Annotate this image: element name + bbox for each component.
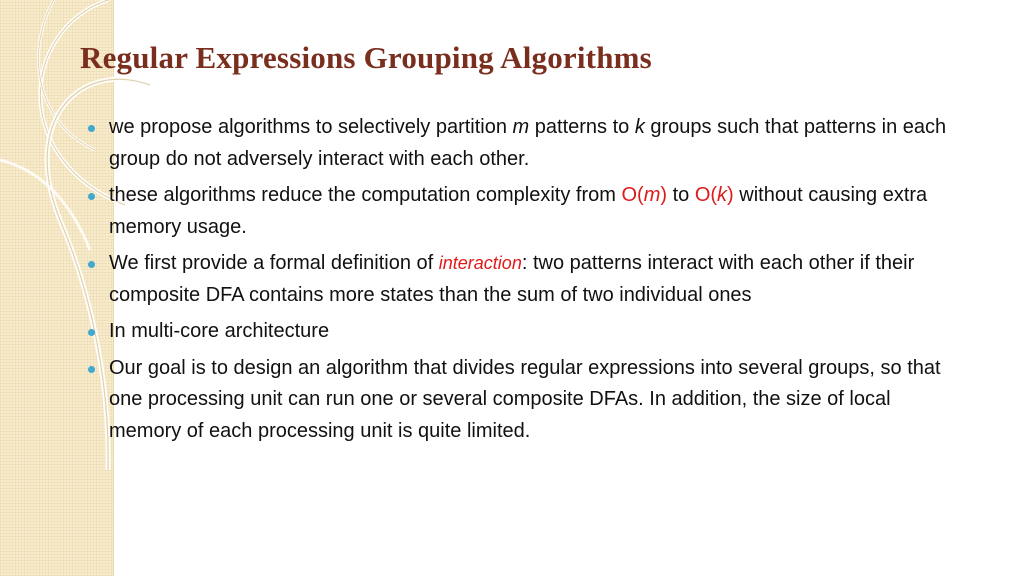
bullet-text: patterns to xyxy=(529,116,635,138)
bullet-text: we propose algorithms to selectively partition xyxy=(109,116,513,138)
complexity-om-close: ) xyxy=(660,184,668,206)
bullet-text: Our goal is to design an algorithm that divides regular expressions into several groups, so that one processing unit can run one or several composite DFAs. In addition, the size of local memory of each processing unit is quite limited. xyxy=(109,356,941,442)
bullet-dot-icon xyxy=(88,193,95,200)
complexity-om-open: O( xyxy=(621,184,644,206)
bullet-list xyxy=(88,112,968,452)
bullet-text: these algorithms reduce the computation complexity from xyxy=(109,184,622,206)
slide-title: Regular Expressions Grouping Algorithms xyxy=(80,40,652,75)
bullet-item-multicore xyxy=(88,316,968,348)
bullet-item-interaction xyxy=(88,248,968,311)
variable-m: m xyxy=(512,116,530,138)
bullet-text: without causing extra memory usage. xyxy=(109,184,928,238)
bullet-text: In multi-core architecture xyxy=(109,320,330,342)
bullet-dot-icon xyxy=(88,329,95,336)
complexity-ok-open: O( xyxy=(694,184,718,206)
complexity-ok-var: k xyxy=(717,184,728,206)
complexity-om xyxy=(621,184,667,206)
bullet-item-goal xyxy=(88,353,968,448)
bullet-text: groups such that patterns in each group do not adversely interact with each other. xyxy=(109,116,947,170)
bullet-item-partition xyxy=(88,112,968,175)
bullet-text: : two patterns interact with each other if their composite DFA contains more states than the sum of two individual ones xyxy=(109,252,915,306)
complexity-ok xyxy=(695,184,734,206)
variable-k: k xyxy=(634,116,645,138)
complexity-om-var: m xyxy=(643,184,661,206)
complexity-ok-close: ) xyxy=(727,184,734,206)
bullet-dot-icon xyxy=(88,366,95,373)
bullet-text: We first provide a formal definition of xyxy=(109,252,439,274)
bullet-dot-icon xyxy=(88,125,95,132)
bullet-text: to xyxy=(667,184,695,206)
interaction-term: interaction xyxy=(438,253,522,273)
bullet-dot-icon xyxy=(88,261,95,268)
bullet-item-complexity xyxy=(88,180,968,243)
